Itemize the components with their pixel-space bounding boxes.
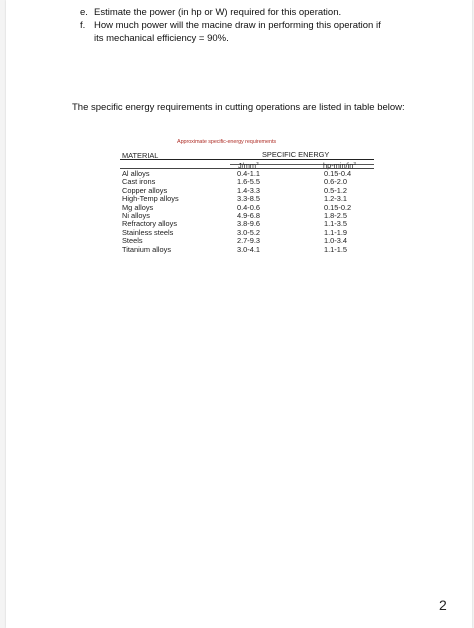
cell-hp: 1.8-2.5 [324,210,348,220]
cell-j: 1.6-5.5 [237,177,261,187]
table-top-rule [120,159,374,160]
cell-material: Stainless steels [122,227,174,237]
cell-hp: 0.5-1.2 [324,185,348,195]
question-e [80,6,341,19]
header-specific-energy: SPECIFIC ENERGY [262,150,330,159]
cell-hp: 1.2-3.1 [324,194,348,204]
unit-hp-sup: 3 [353,161,356,166]
cell-j: 3.0-4.1 [237,244,261,254]
cell-material: Steels [122,236,143,246]
cell-material: Al alloys [122,169,150,178]
unit-hp-text: hp-min/in [323,161,354,170]
header-material: MATERIAL [122,151,159,160]
table-row [120,246,374,254]
page-number: 2 [439,597,447,613]
cell-j: 3.3-8.5 [237,194,261,204]
question-f [80,19,381,32]
cell-j: 2.7-9.3 [237,236,261,246]
cell-hp: 1.0-3.4 [324,236,348,246]
cell-hp: 0.15-0.2 [324,202,352,212]
question-f-text-line2: its mechanical efficiency = 90%. [94,33,229,44]
cell-material: Cast irons [122,177,156,187]
table-body [120,170,374,254]
cell-hp: 1.1-3.5 [324,219,348,229]
unit-j-sup: 3 [256,161,259,166]
question-f-label: f. [80,20,86,31]
cell-j: 1.4-3.3 [237,185,261,195]
cell-material: Mg alloys [122,202,154,212]
cell-j: 4.9-6.8 [237,210,261,220]
cell-hp: 1.1-1.9 [324,227,348,237]
cell-hp: 1.1-1.5 [324,244,348,254]
cell-material: Refractory alloys [122,219,178,229]
question-e-label: e. [80,7,88,18]
cell-hp: 0.15-0.4 [324,169,352,178]
cell-j: 0.4-1.1 [237,169,261,178]
cell-j: 0.4-0.6 [237,202,261,212]
cell-j: 3.0-5.2 [237,227,261,237]
cell-hp: 0.6-2.0 [324,177,348,187]
table-caption: Approximate specific-energy requirements [177,139,277,145]
cell-j: 3.8-9.6 [237,219,261,229]
cell-material: Ni alloys [122,210,150,220]
cell-material: Titanium alloys [122,244,172,254]
cell-material: High-Temp alloys [122,194,179,204]
question-f-line2 [94,32,229,45]
document-page [6,0,472,628]
intro-paragraph: The specific energy requirements in cutting operations are listed in table below: [72,102,405,113]
question-e-text: Estimate the power (in hp or W) required for this operation. [94,7,342,18]
cell-material: Copper alloys [122,185,168,195]
unit-j-text: J/mm [238,161,257,170]
question-f-text-line1: How much power will the macine draw in performing this operation if [94,20,381,31]
